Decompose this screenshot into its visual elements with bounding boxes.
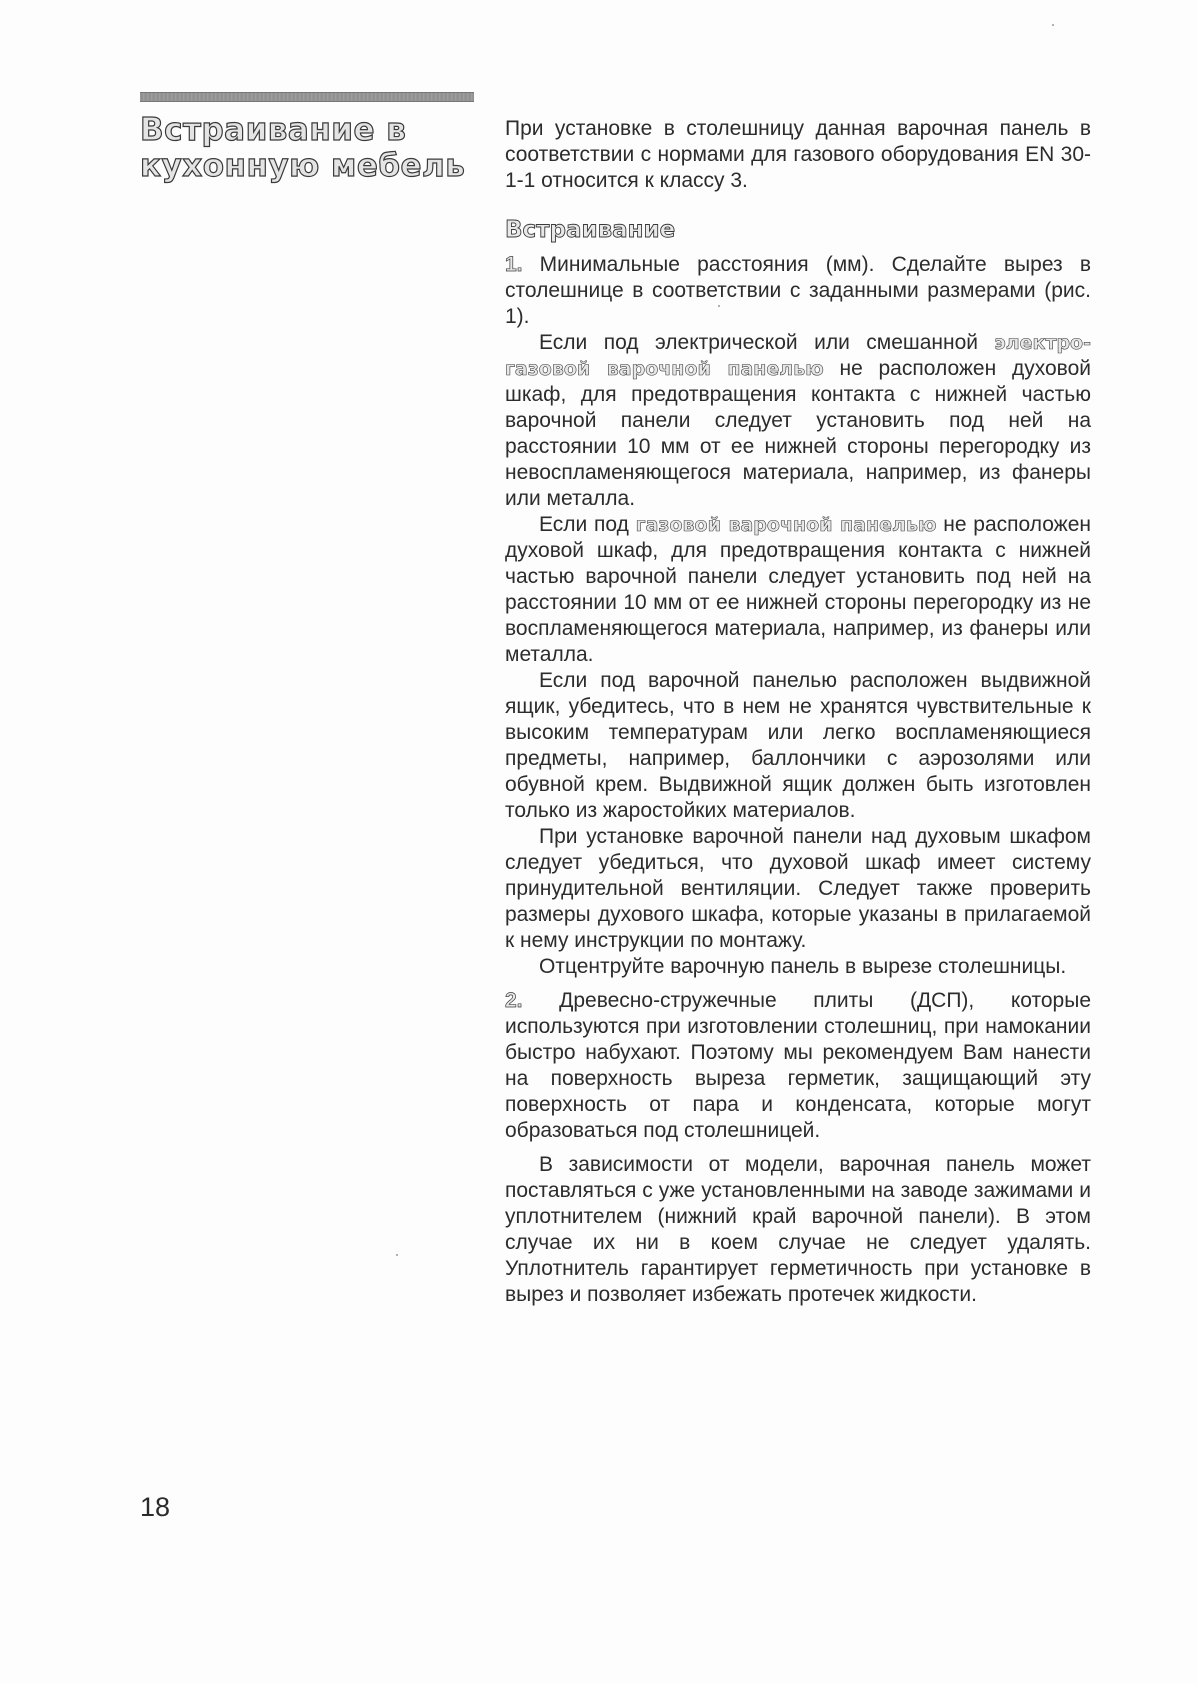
step1-p3-emphasis: газовой варочной панелью bbox=[635, 514, 937, 536]
intro-paragraph: При установке в столешницу данная варочная панель в соответствии с нормами для газового оборудования EN 30-1-1 относится к классу 3. bbox=[505, 117, 1091, 192]
step1-electric-paragraph bbox=[505, 330, 1091, 512]
subheading: Встраивание bbox=[505, 217, 676, 243]
step2-number: 2. bbox=[505, 989, 523, 1012]
step2-paragraph bbox=[505, 988, 1091, 1144]
section-title: Встраивание в кухонную мебель bbox=[140, 112, 466, 184]
step1-text: Минимальные расстояния (мм). Сделайте вырез в столешнице в соответствии с заданными размерами (рис. 1). bbox=[505, 253, 1091, 328]
step1-drawer-paragraph: Если под варочной панелью расположен выдвижной ящик, убедитесь, что в нем не хранятся чувствительные к высоким температурам или легко воспламеняющиеся предметы, например, баллончики с аэрозолями или обувной крем. Выдвижной ящик должен быть изготовлен только из жаростойких материалов. bbox=[505, 669, 1091, 822]
step1-p2-after: не расположен духовой шкаф, для предотвращения контакта с нижней частью варочной панели следует установить под ней на расстоянии 10 мм от ее нижней стороны перегородку из невоспламеняющегося материала, например, из фанеры или металла. bbox=[505, 357, 1091, 510]
step1-oven-paragraph: При установке варочной панели над духовым шкафом следует убедиться, что духовой шкаф имеет систему принудительной вентиляции. Следует также проверить размеры духового шкафа, которые указаны в прилагаемой к нему инструкции по монтажу. bbox=[505, 825, 1091, 952]
step1-gas-paragraph bbox=[505, 512, 1091, 668]
page-number: 18 bbox=[140, 1492, 171, 1522]
step2-model-paragraph: В зависимости от модели, варочная панель может поставляться с уже установленными на заводе зажимами и уплотнителем (нижний край варочной панели). В этом случае их ни в коем случае не следует удалять. Уплотнитель гарантирует герметичность при установке в вырез и позволяет избежать протечек жидкости. bbox=[505, 1153, 1091, 1306]
step1-center-paragraph: Отцентруйте варочную панель в вырезе столешницы. bbox=[539, 955, 1067, 978]
step1-number: 1. bbox=[505, 253, 523, 276]
content-column bbox=[505, 116, 1091, 1308]
section-rule bbox=[140, 92, 474, 102]
step1-paragraph bbox=[505, 252, 1091, 330]
step1-p2-emphasis: электро-газовой варочной панелью bbox=[505, 332, 1091, 380]
step2-text: Древесно-стружечные плиты (ДСП), которые используются при изготовлении столешниц, при намокании быстро набухают. Поэтому мы рекомендуем Вам нанести на поверхность выреза герметик, защищающий эту поверхность от пара и конденсата, которые могут образоваться под столешницей. bbox=[505, 989, 1091, 1142]
step1-p3-before: Если под bbox=[539, 513, 636, 536]
scan-speck bbox=[718, 305, 720, 307]
step1-p2-before: Если под электрической или смешанной bbox=[539, 331, 995, 354]
scan-speck bbox=[1052, 24, 1054, 26]
step1-p3-after: не расположен духовой шкаф, для предотвращения контакта с нижней частью варочной панели следует установить под ней на расстоянии 10 мм от ее нижней стороны перегородку из не воспламеняющегося материала, например, из фанеры или металла. bbox=[505, 513, 1091, 666]
scan-speck bbox=[396, 1254, 398, 1256]
